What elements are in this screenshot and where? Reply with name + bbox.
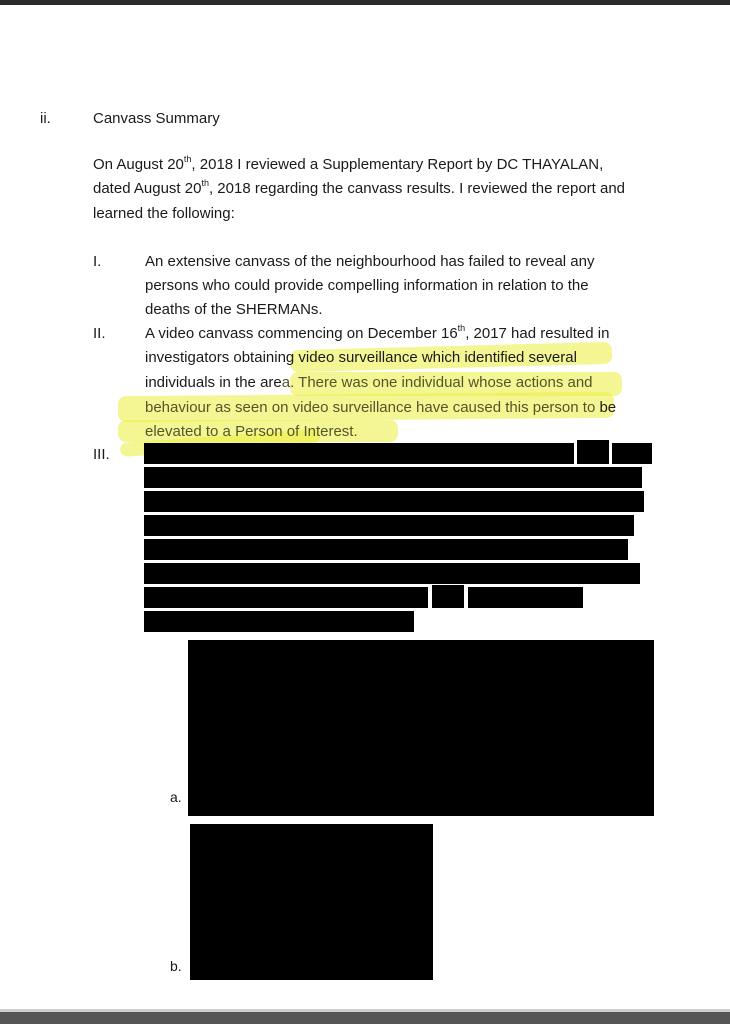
item-1-line-2: persons who could provide compelling information in relation to the: [145, 277, 589, 294]
redaction-block: [144, 443, 574, 464]
item-3-numeral: III.: [93, 446, 110, 463]
redaction-image-a: [188, 640, 654, 816]
section-title: Canvass Summary: [93, 110, 220, 127]
top-bar: [0, 0, 730, 5]
item-2-line-5: elevated to a Person of Interest.: [145, 423, 358, 440]
redaction-block: [144, 587, 428, 608]
redaction-block: [432, 585, 464, 608]
redaction-block: [144, 515, 634, 536]
redaction-block: [144, 539, 628, 560]
item-2-line-2: investigators obtaining video surveillance which identified several: [145, 349, 577, 366]
intro-line-2: dated August 20th, 2018 regarding the canvass results. I reviewed the report and: [93, 178, 626, 197]
item-2-line-3: individuals in the area. There was one individual whose actions and: [145, 374, 593, 391]
sub-label-b: b.: [170, 958, 182, 974]
bottom-bar: [0, 1012, 730, 1024]
redaction-image-b: [190, 824, 433, 980]
redaction-block: [144, 467, 642, 488]
section-numeral: ii.: [40, 110, 51, 127]
item-1-line-1: An extensive canvass of the neighbourhood has failed to reveal any: [145, 253, 595, 270]
redaction-block: [144, 563, 640, 584]
intro-line-3: learned the following:: [93, 205, 235, 222]
redaction-block: [144, 491, 644, 512]
redaction-block: [468, 587, 583, 608]
redaction-block: [144, 611, 414, 632]
item-2-numeral: II.: [93, 325, 106, 342]
item-2-line-4: behaviour as seen on video surveillance have caused this person to be: [145, 399, 617, 416]
item-1-line-3: deaths of the SHERMANs.: [145, 301, 323, 318]
item-1-numeral: I.: [93, 253, 102, 270]
redaction-block: [577, 440, 609, 464]
intro-line-1: On August 20th, 2018 I reviewed a Supplementary Report by DC THAYALAN,: [93, 154, 604, 173]
redaction-block: [612, 443, 652, 464]
item-2-line-1: A video canvass commencing on December 16th, 2017 had resulted in: [145, 323, 610, 342]
sub-label-a: a.: [170, 789, 182, 805]
